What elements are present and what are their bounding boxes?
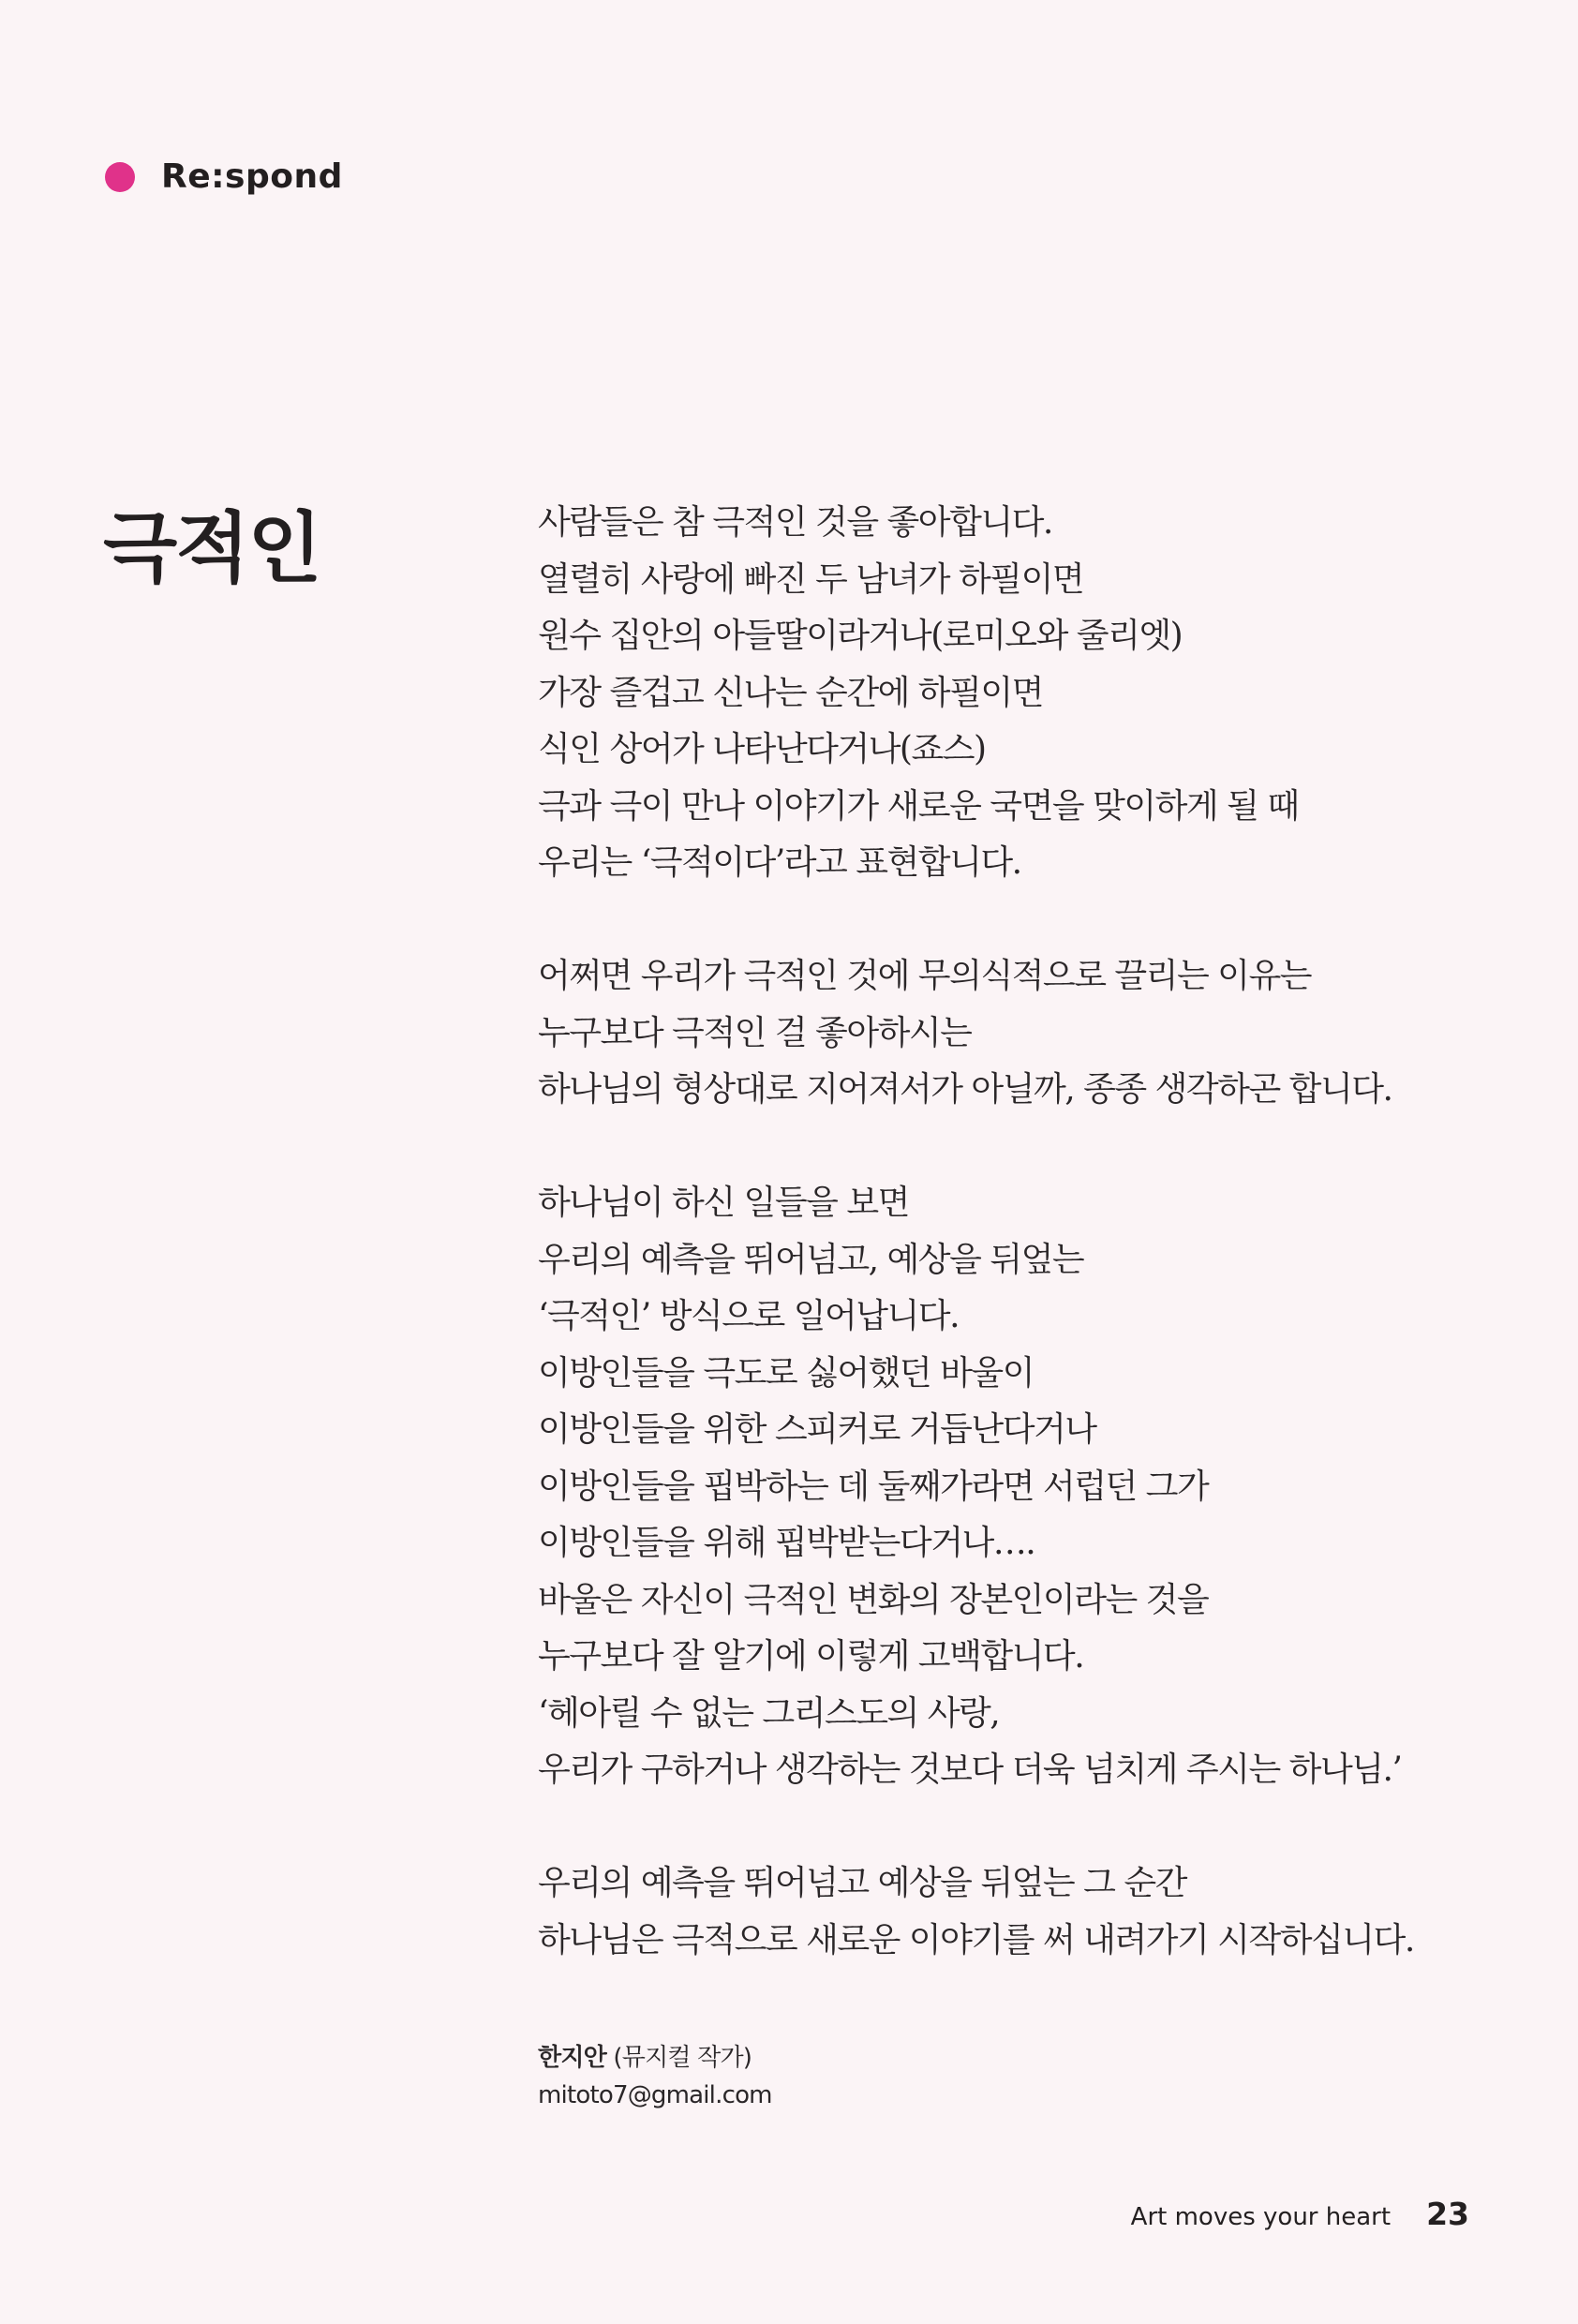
poem-line: 이방인들을 위해 핍박받는다거나….: [538, 1524, 1035, 1562]
poem-line: 극과 극이 만나 이야기가 새로운 국면을 맞이하게 될 때: [538, 786, 1299, 826]
author-line: [538, 2039, 772, 2077]
poem-line: 열렬히 사랑에 빠진 두 남녀가 하필이면: [538, 559, 1084, 599]
poem-line: 우리가 구하거나 생각하는 것보다 더욱 넘치게 주시는 하나님.’: [538, 1750, 1402, 1789]
footer-tagline: Art moves your heart: [1130, 2203, 1392, 2231]
poem-line: ‘극적인’ 방식으로 일어납니다.: [538, 1297, 960, 1335]
poem-line: 우리는 ‘극적이다’라고 표현합니다.: [538, 843, 1021, 882]
poem-line: 하나님이 하신 일들을 보면: [538, 1184, 909, 1222]
poem-line: 이방인들을 극도로 싫어했던 바울이: [538, 1353, 1034, 1393]
poem-line: 어쩌면 우리가 극적인 것에 무의식적으로 끌리는 이유는: [538, 957, 1312, 995]
poem-line: 우리의 예측을 뛰어넘고 예상을 뒤엎는 그 순간: [538, 1864, 1186, 1902]
poem-line: 이방인들을 위한 스피커로 거듭난다거나: [538, 1410, 1096, 1449]
poem-line: 누구보다 잘 알기에 이렇게 고백합니다.: [538, 1637, 1084, 1676]
poem-line: 우리의 예측을 뛰어넘고, 예상을 뒤엎는: [538, 1240, 1084, 1279]
poem-line: 가장 즐겁고 신나는 순간에 하필이면: [538, 673, 1043, 712]
section-bullet-icon: [105, 162, 135, 192]
article-title: 극적인: [103, 503, 320, 593]
poem-line: 식인 상어가 나타난다거나(죠스): [538, 730, 986, 768]
poem-body: [538, 495, 1475, 1969]
stanza: [538, 1175, 1475, 1799]
page-footer: [1131, 2196, 1469, 2232]
stanza: [538, 1855, 1475, 1969]
poem-line: 원수 집안의 아들딸이라거나(로미오와 줄리엣): [538, 617, 1183, 655]
poem-line: 하나님은 극적으로 새로운 이야기를 써 내려가기 시작하십니다.: [538, 1920, 1414, 1959]
poem-line: 바울은 자신이 극적인 변화의 장본인이라는 것을: [538, 1580, 1209, 1619]
author-role: (뮤지컬 작가): [613, 2044, 752, 2072]
author-email: mitoto7@gmail.com: [538, 2081, 772, 2109]
poem-line: 이방인들을 핍박하는 데 둘째가라면 서럽던 그가: [538, 1467, 1209, 1506]
section-header: [105, 157, 343, 196]
poem-line: 사람들은 참 극적인 것을 좋아합니다.: [538, 503, 1052, 542]
author-credit: [538, 2039, 772, 2114]
section-label: Re:spond: [161, 157, 343, 196]
stanza: [538, 948, 1475, 1119]
poem-line: ‘헤아릴 수 없는 그리스도의 사랑,: [538, 1693, 1000, 1733]
author-name: 한지안: [538, 2044, 606, 2072]
page-number: 23: [1426, 2196, 1469, 2232]
poem-line: 누구보다 극적인 걸 좋아하시는: [538, 1013, 972, 1052]
poem-line: 하나님의 형상대로 지어져서가 아닐까, 종종 생각하곤 합니다.: [538, 1070, 1392, 1109]
stanza: [538, 495, 1475, 892]
